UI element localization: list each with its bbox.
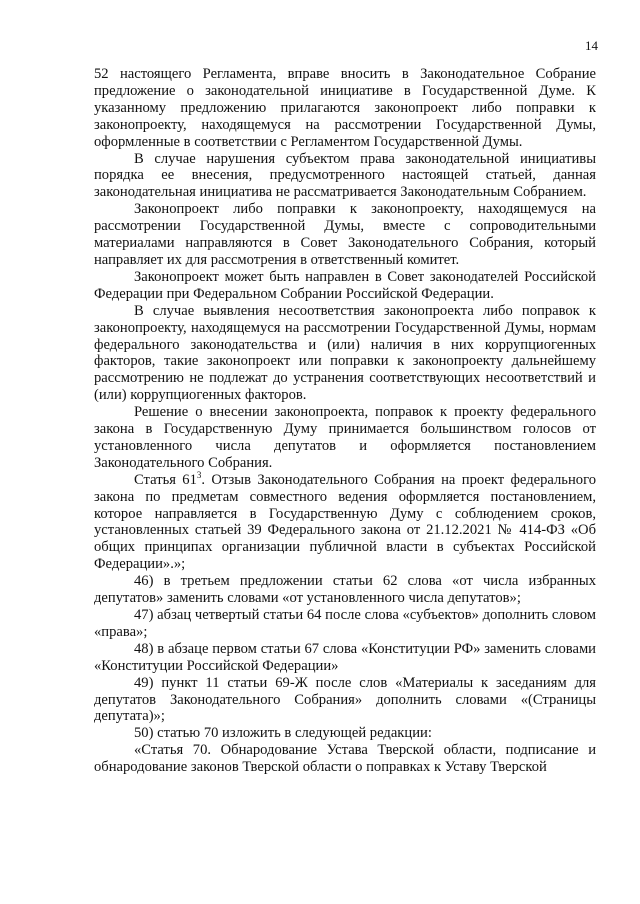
paragraph-article-61-3 xyxy=(94,469,596,573)
paragraph-decision: Решение о внесении законопроекта, поправок к проекту федерального закона в Государственную Думу принимается большинством голосов от установленного числа депутатов и оформляется постановлением Законодательного Собрания. xyxy=(94,404,596,471)
article-superscript: 3 xyxy=(196,469,202,480)
paragraph-nonconformity: В случае выявления несоответствия законопроекта либо поправок к законопроекту, находящемуся на рассмотрении Государственной Думы, нормам федерального законодательства и (или) наличия в них коррупциогенных факторов, такие законопроект или поправки к законопроекту дальнейшему рассмотрению не подлежат до устранения соответствующих несоответствий и (или) коррупциогенных факторов. xyxy=(94,302,596,404)
document-body xyxy=(94,66,596,776)
paragraph-violation-procedure: В случае нарушения субъектом права законодательной инициативы порядка ее внесения, предусмотренного настоящей статьей, данная законодательная инициатива не рассматривается Законодательным Собранием. xyxy=(94,150,596,201)
paragraph-item-48: 48) в абзаце первом статьи 67 слова «Конституции РФ» заменить словами «Конституции Российской Федерации» xyxy=(94,640,596,674)
paragraph-materials-to-council: Законопроект либо поправки к законопроекту, находящемуся на рассмотрении Государственной Думы, вместе с сопроводительными материалами направляются в Совет Законодательного Собрания, который направляет их для рассмотрения в ответственный комитет. xyxy=(94,201,596,268)
paragraph-council-of-legislators: Законопроект может быть направлен в Совет законодателей Российской Федерации при Федеральном Собрании Российской Федерации. xyxy=(94,268,596,302)
paragraph-item-49: 49) пункт 11 статьи 69-Ж после слов «Материалы к заседаниям для депутатов Законодательного Собрания» дополнить словами «(Страницы депутата)»; xyxy=(94,674,596,725)
paragraph-article-70-title: «Статья 70. Обнародование Устава Тверской области, подписание и обнародование законов Тверской области о поправках к Уставу Тверской xyxy=(94,742,596,776)
paragraph-item-47: 47) абзац четвертый статьи 64 после слова «субъектов» дополнить словом «права»; xyxy=(94,607,596,640)
paragraph-item-46: 46) в третьем предложении статьи 62 слова «от числа избранных депутатов» заменить словами «от установленного числа депутатов»; xyxy=(94,573,596,607)
paragraph-item-50: 50) статью 70 изложить в следующей редакции: xyxy=(134,725,432,742)
page-number: 14 xyxy=(585,38,598,53)
paragraph-continuation: 52 настоящего Регламента, вправе вносить в Законодательное Собрание предложение о законодательной инициативе в Государственной Думе. К указанному предложению прилагаются законопроект либо поправки к законопроекту, находящемуся на рассмотрении Государственной Думы, оформленные в соответствии с Регламентом Государственной Думы. xyxy=(94,66,596,150)
article-61-3-text: . Отзыв Законодательного Собрания на проект федерального закона по предметам совместного ведения оформляется постановлением, которое направляется в Государственную Думу с соблюдением сроков, установленных статьей 39 Федерального закона от 21.12.2021 № 414-ФЗ «Об общих принципах организации публичной власти в субъектах Российской Федерации».»; xyxy=(94,471,596,573)
article-61-3-title: Статья 61 xyxy=(134,471,197,488)
